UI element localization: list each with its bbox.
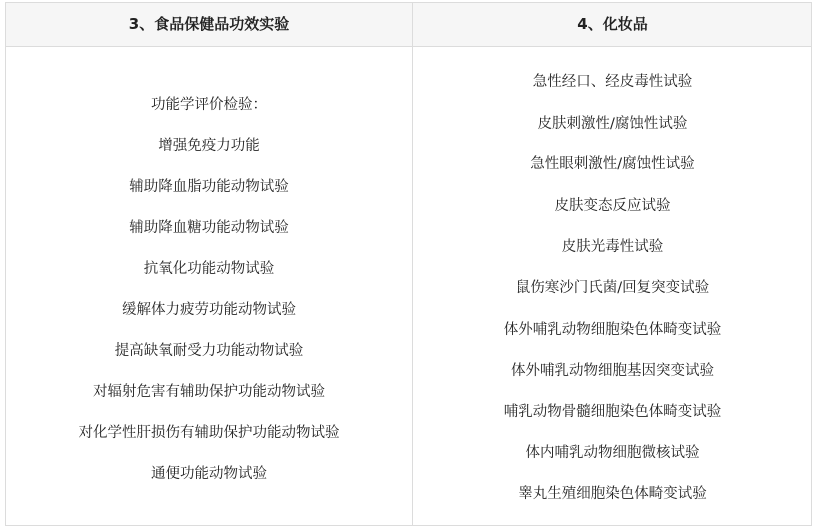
list-item: 哺乳动物骨髓细胞染色体畸变试验 (503, 404, 722, 420)
list-item: 睾丸生殖细胞染色体畸变试验 (518, 486, 707, 502)
food-supplement-tests-column (6, 47, 412, 525)
table-header-row (6, 3, 811, 47)
list-item: 鼠伤寒沙门氏菌/回复突变试验 (515, 280, 710, 296)
list-item: 辅助降血糖功能动物试验 (129, 220, 289, 236)
header-food-supplement-efficacy: 3、食品保健品功效实验 (128, 15, 290, 33)
list-item: 急性眼刺激性/腐蚀性试验 (530, 156, 695, 172)
list-item: 提高缺氧耐受力功能动物试验 (114, 343, 304, 359)
list-item: 急性经口、经皮毒性试验 (532, 74, 693, 90)
list-item: 功能学评价检验： (151, 97, 267, 113)
list-item: 抗氧化功能动物试验 (143, 261, 275, 277)
list-item: 皮肤变态反应试验 (554, 198, 671, 214)
list-item: 皮肤刺激性/腐蚀性试验 (537, 116, 688, 132)
cosmetics-tests-column (413, 47, 812, 525)
list-item: 体外哺乳动物细胞染色体畸变试验 (503, 322, 722, 338)
list-item: 对辐射危害有辅助保护功能动物试验 (93, 384, 325, 400)
list-item: 对化学性肝损伤有辅助保护功能动物试验 (78, 425, 340, 441)
list-item: 通便功能动物试验 (151, 466, 267, 482)
list-item: 增强免疫力功能 (158, 138, 260, 154)
header-cosmetics: 4、化妆品 (577, 15, 648, 33)
list-item: 皮肤光毒性试验 (561, 239, 664, 255)
test-items-table (5, 2, 812, 526)
list-item: 缓解体力疲劳功能动物试验 (122, 302, 296, 318)
list-item: 体外哺乳动物细胞基因突变试验 (511, 363, 714, 379)
list-item: 体内哺乳动物细胞微核试验 (525, 445, 700, 461)
list-item: 辅助降血脂功能动物试验 (129, 179, 289, 195)
